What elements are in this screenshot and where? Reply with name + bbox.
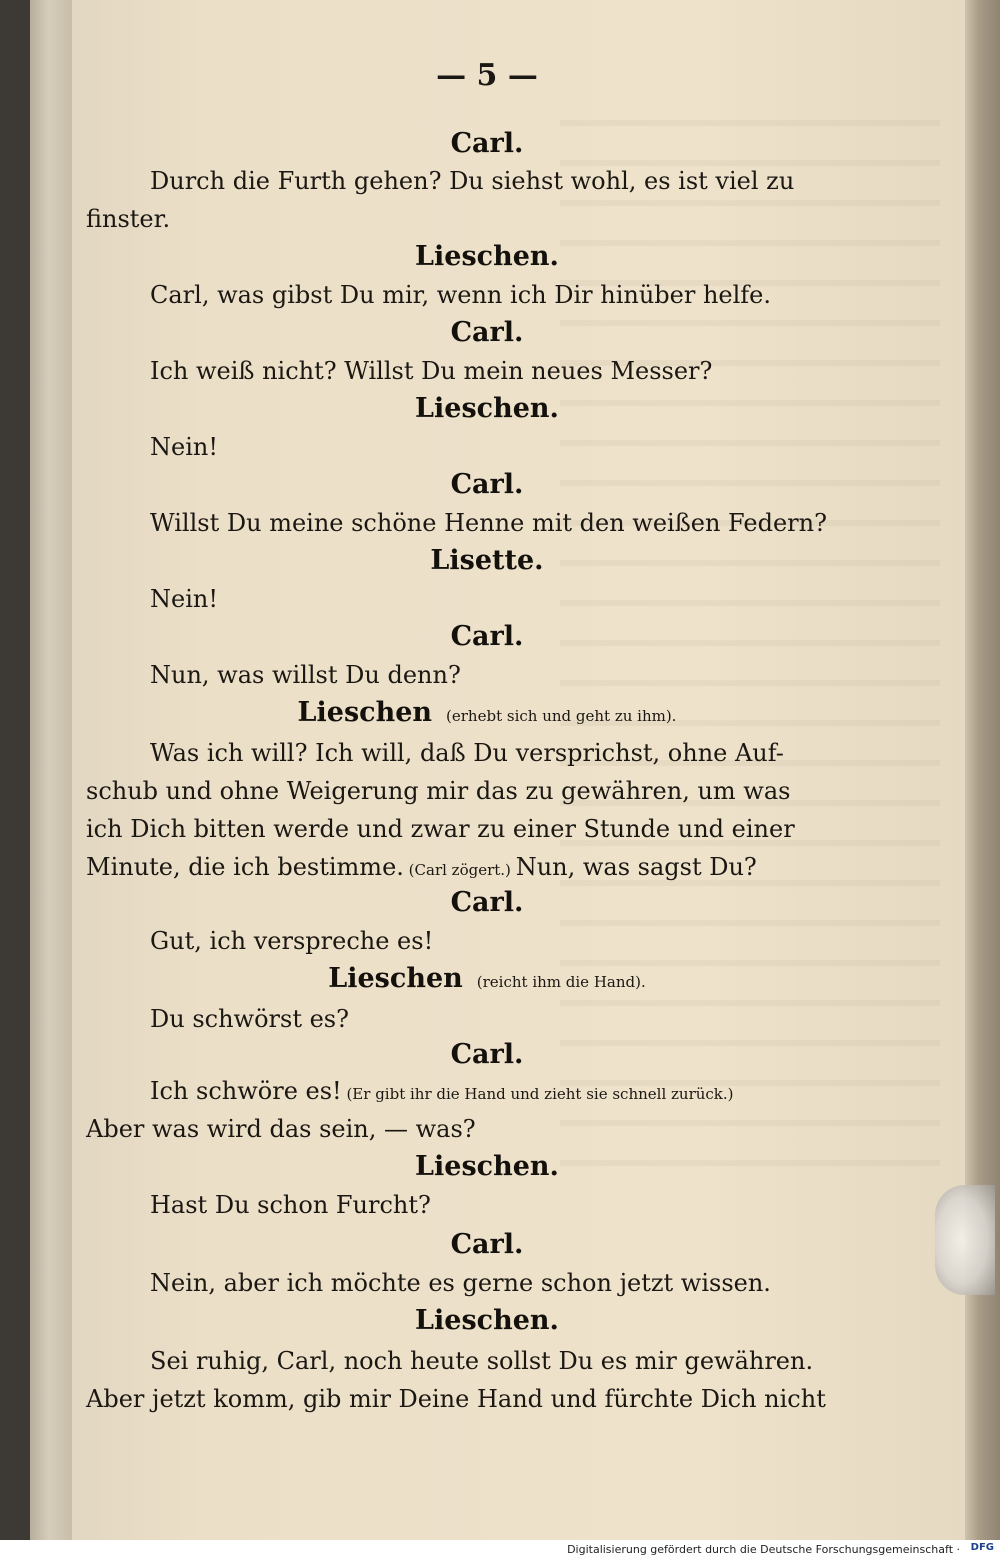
dialogue-line xyxy=(86,772,790,810)
dialogue-text: Aber jetzt komm, gib mir Deine Hand und fürchte Dich nicht xyxy=(86,1385,826,1413)
dialogue-line xyxy=(86,1110,476,1148)
speaker-name xyxy=(72,238,902,276)
dialogue-text: schub und ohne Weigerung mir das zu gewähren, um was xyxy=(86,777,791,805)
dialogue-text: ich Dich bitten werde und zwar zu einer Stunde und einer xyxy=(86,815,795,843)
dialogue-line xyxy=(150,428,218,466)
speaker-label: Carl. xyxy=(450,469,524,500)
dfg-logo: DFG xyxy=(970,1542,994,1553)
dialogue-line xyxy=(150,276,771,314)
dialogue-text: Nein! xyxy=(150,585,218,613)
dialogue-text: Carl, was gibst Du mir, wenn ich Dir hinüber helfe. xyxy=(150,281,771,309)
stage-direction: (erhebt sich und geht zu ihm). xyxy=(446,707,677,725)
speaker-label: Lieschen. xyxy=(415,1151,559,1182)
dialogue-line xyxy=(150,734,784,772)
speaker-label: Lieschen. xyxy=(415,241,559,272)
speaker-name xyxy=(72,1148,902,1186)
speaker-label: Carl. xyxy=(450,621,524,652)
dialogue-line xyxy=(150,1072,734,1113)
stage-direction: (reicht ihm die Hand). xyxy=(476,973,646,991)
speaker-name xyxy=(72,125,902,163)
dialogue-line xyxy=(150,580,218,618)
dialogue-line xyxy=(150,1342,813,1380)
book-binding xyxy=(0,0,30,1540)
speaker-name xyxy=(72,884,902,922)
dialogue-text: Nein! xyxy=(150,433,218,461)
page-fore-edge xyxy=(965,0,1000,1540)
dialogue-line xyxy=(150,922,433,960)
page-number: — 5 — xyxy=(436,58,538,93)
dialogue-text: Ich weiß nicht? Willst Du mein neues Messer? xyxy=(150,357,713,385)
speaker-label: Lisette. xyxy=(430,545,544,576)
speaker-label: Carl. xyxy=(450,128,524,159)
dialogue-text: finster. xyxy=(86,205,171,233)
speaker-name xyxy=(72,466,902,504)
book-board-edge xyxy=(30,0,72,1540)
dialogue-text: Willst Du meine schöne Henne mit den weißen Federn? xyxy=(150,509,827,537)
dialogue-text: Minute, die ich bestimme. xyxy=(86,853,404,881)
dialogue-line xyxy=(86,1380,826,1418)
page-clip xyxy=(935,1185,995,1295)
dialogue-line xyxy=(150,656,461,694)
speaker-label: Lieschen xyxy=(328,963,463,994)
dialogue-text: Nun, was willst Du denn? xyxy=(150,661,461,689)
dialogue-line xyxy=(150,504,827,542)
dialogue-line xyxy=(86,200,170,238)
dialogue-text: Du schwörst es? xyxy=(150,1005,349,1033)
dialogue-text: Ich schwöre es! xyxy=(150,1077,342,1105)
speaker-label: Carl. xyxy=(450,317,524,348)
dialogue-line xyxy=(150,352,712,390)
speaker-label: Lieschen xyxy=(297,697,433,728)
funding-notice: Digitalisierung gefördert durch die Deutsche Forschungsgemeinschaft · xyxy=(567,1543,960,1556)
speaker-name xyxy=(72,618,902,656)
speaker-label: Carl. xyxy=(450,887,524,918)
dialogue-text: Gut, ich verspreche es! xyxy=(150,927,434,955)
speaker-name xyxy=(72,1302,902,1340)
speaker-label: Carl. xyxy=(450,1229,524,1260)
dialogue-text: Sei ruhig, Carl, noch heute sollst Du es mir gewähren. xyxy=(150,1347,814,1375)
speaker-name xyxy=(72,390,902,428)
dialogue-line xyxy=(150,1000,349,1038)
speaker-label: Lieschen. xyxy=(415,393,559,424)
dialogue-text: Hast Du schon Furcht? xyxy=(150,1191,431,1219)
speaker-name xyxy=(72,694,902,735)
dialogue-text: Was ich will? Ich will, daß Du versprichst, ohne Auf- xyxy=(150,739,784,767)
dialogue-line xyxy=(150,162,794,200)
dialogue-text: Nein, aber ich möchte es gerne schon jetzt wissen. xyxy=(150,1269,771,1297)
stage-direction: (Carl zögert.) xyxy=(403,861,516,879)
dialogue-text: Nun, was sagst Du? xyxy=(515,853,757,881)
dialogue-text: Aber was wird das sein, — was? xyxy=(86,1115,476,1143)
speaker-name xyxy=(72,1036,902,1074)
speaker-name xyxy=(72,1226,902,1264)
dialogue-line xyxy=(86,848,757,889)
dialogue-line xyxy=(150,1264,771,1302)
dialogue-text: Durch die Furth gehen? Du siehst wohl, es ist viel zu xyxy=(150,167,795,195)
speaker-label: Lieschen. xyxy=(415,1305,559,1336)
dialogue-line xyxy=(86,810,795,848)
speaker-label: Carl. xyxy=(450,1039,524,1070)
stage-direction: (Er gibt ihr die Hand und zieht sie schnell zurück.) xyxy=(341,1085,734,1103)
speaker-name xyxy=(72,314,902,352)
dialogue-line xyxy=(150,1186,431,1224)
speaker-name xyxy=(72,960,902,1001)
speaker-name xyxy=(72,542,902,580)
